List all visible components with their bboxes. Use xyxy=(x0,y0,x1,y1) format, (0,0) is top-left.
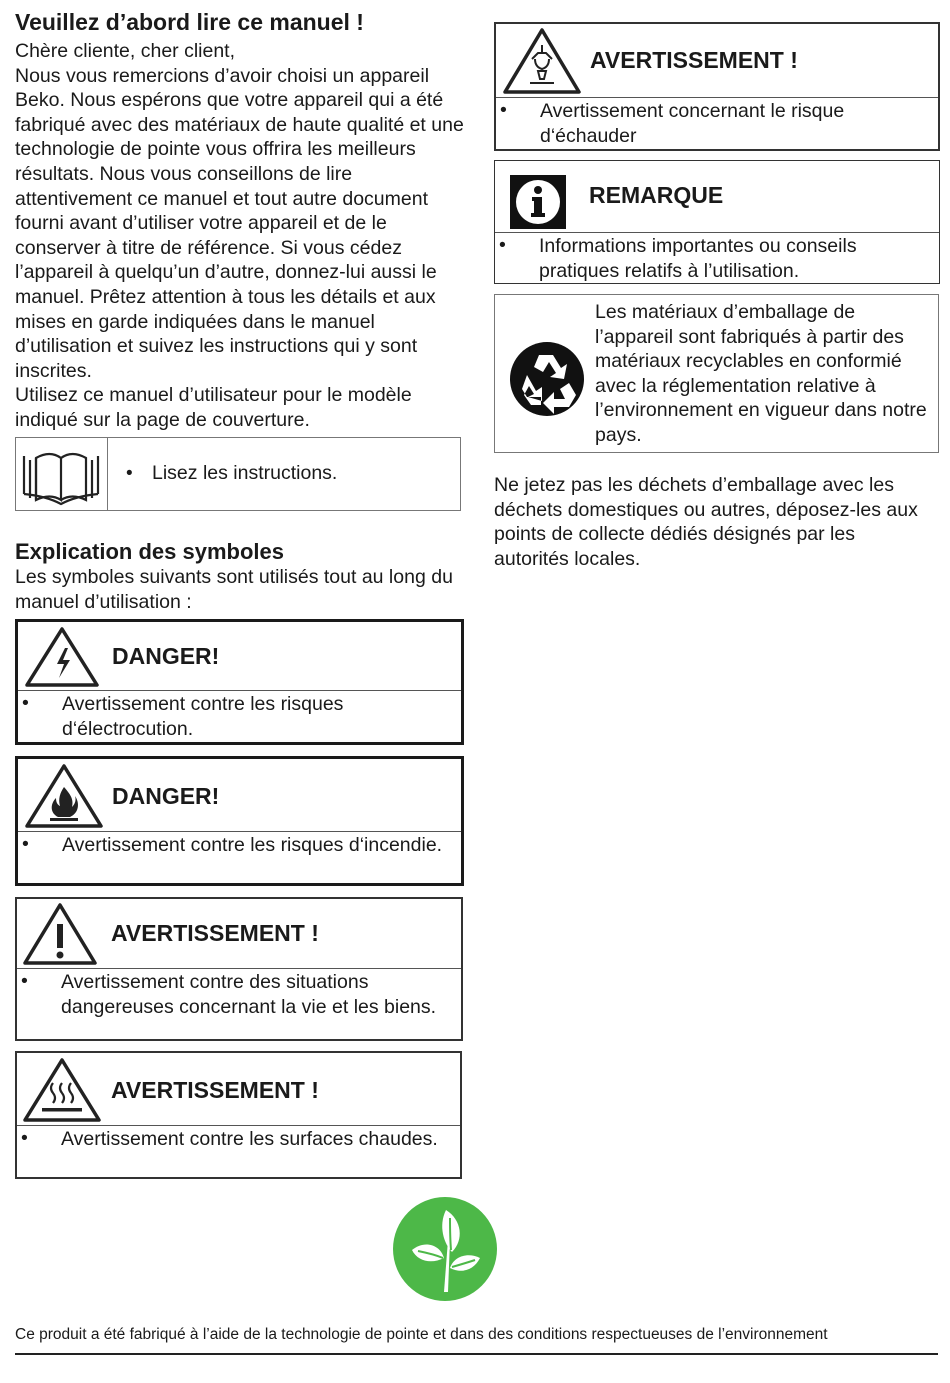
open-book-icon xyxy=(16,438,108,510)
general-warning-box xyxy=(15,897,463,1041)
hot-surface-text: Avertissement contre les surfaces chaudes. xyxy=(61,1128,438,1150)
hot-surface-icon xyxy=(22,1057,102,1128)
exclamation-warning-icon xyxy=(22,902,98,971)
green-leaf-icon xyxy=(392,1196,498,1307)
warning-title: AVERTISSEMENT ! xyxy=(111,1077,319,1103)
waste-disposal-note: Ne jetez pas les déchets d’emballage avec les déchets domestiques ou autres, déposez-les aux points de collecte dédiés désignés par les autorités locales. xyxy=(494,474,918,570)
warning-title: AVERTISSEMENT ! xyxy=(111,920,319,946)
danger-fire-text: Avertissement contre les risques d‘incendie. xyxy=(62,834,443,856)
bullet: • xyxy=(499,234,506,256)
symbols-section xyxy=(15,538,465,614)
bullet: • xyxy=(500,99,507,121)
footer-text: Ce produit a été fabriqué à l’aide de la technologie de pointe et dans des conditions respectueuses de l’environnement xyxy=(15,1326,828,1343)
bullet: • xyxy=(126,463,133,484)
intro-greeting: Chère cliente, cher client, xyxy=(15,40,236,62)
symbols-heading: Explication des symboles xyxy=(15,539,284,564)
note-box xyxy=(494,160,940,284)
page-title: Veuillez d’abord lire ce manuel ! xyxy=(15,9,364,35)
scald-warning-box xyxy=(494,22,940,151)
danger-electric-box xyxy=(15,619,464,745)
info-icon xyxy=(510,175,566,234)
bullet: • xyxy=(22,692,29,714)
intro-model-note: Utilisez ce manuel d’utilisateur pour le modèle indiqué sur la page de couverture. xyxy=(15,384,412,431)
scald-warning-icon xyxy=(502,27,582,100)
intro-section xyxy=(15,8,465,433)
electric-hazard-icon xyxy=(24,626,100,693)
bullet: • xyxy=(21,1127,28,1149)
general-warning-text: Avertissement contre des situations dangereuses concernant la vie et les biens. xyxy=(61,971,437,1018)
bullet: • xyxy=(21,970,28,992)
fire-hazard-icon xyxy=(24,763,104,834)
warning-title: AVERTISSEMENT ! xyxy=(590,47,798,73)
symbols-intro: Les symboles suivants sont utilisés tout au long du manuel d’utilisation : xyxy=(15,566,453,613)
note-title: REMARQUE xyxy=(589,182,724,208)
intro-text xyxy=(15,39,465,433)
danger-title: DANGER! xyxy=(112,643,220,669)
bullet: • xyxy=(22,833,29,855)
note-text: Informations importantes ou conseils pratiques relatifs à l’utilisation. xyxy=(539,235,857,282)
read-instructions-box xyxy=(15,437,461,511)
scald-warning-text: Avertissement concernant le risque d‘échauder xyxy=(540,100,845,147)
recycle-icon xyxy=(509,341,585,422)
recycle-text: Les matériaux d’emballage de l’appareil sont fabriqués à partir des matériaux recyclables en conformié avec la réglementation relative à l’environnement en vigueur dans notre pays. xyxy=(595,301,927,446)
footer-divider xyxy=(15,1353,938,1355)
danger-electric-text: Avertissement contre les risques d‘électrocution. xyxy=(62,693,344,740)
danger-title: DANGER! xyxy=(112,783,220,809)
recycle-box xyxy=(494,294,939,453)
intro-paragraph: Nous vous remercions d’avoir choisi un appareil Beko. Nous espérons que votre appareil qui a été fabriqué avec des matériaux de haute qualité et une technologie de pointe vous offrira les meilleurs résultats. Nous vous conseillons de lire attentivement ce manuel et tout autre document fourni avant d’utiliser votre appareil et de le conserver à titre de référence. Si vous cédez l’appareil à quelqu’un d’autre, donnez-lui aussi le manuel. Prêtez attention à tous les détails et aux mises en garde indiquées dans le manuel d’utilisation et suivez les instructions qui y sont inscrites. xyxy=(15,64,464,382)
danger-fire-box xyxy=(15,756,464,886)
hot-surface-box xyxy=(15,1051,462,1179)
read-instructions-text: Lisez les instructions. xyxy=(152,462,338,484)
